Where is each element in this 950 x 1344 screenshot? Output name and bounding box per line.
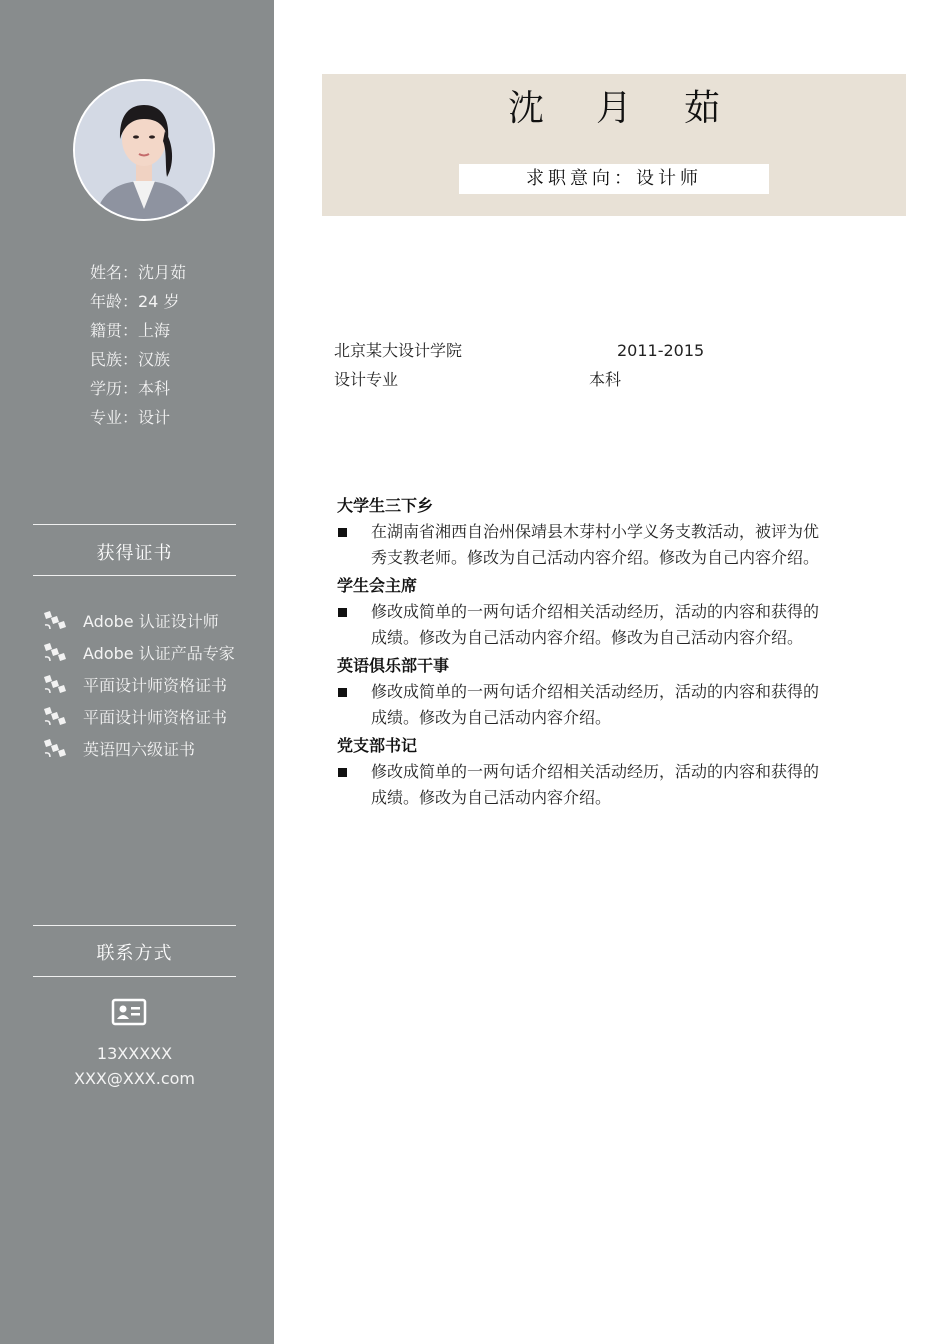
bullet: [338, 608, 347, 617]
cert-label: Adobe 认证设计师: [83, 611, 219, 631]
education-row: [334, 336, 854, 365]
desc-line: 成绩。修改为自己活动内容介绍。修改为自己活动内容介绍。: [371, 628, 804, 647]
phone-text: 13XXXXX: [96, 1044, 173, 1063]
info-major: 专业：设计: [90, 408, 171, 427]
cert-item: [42, 636, 235, 668]
info-name: 姓名：沈月茹: [90, 263, 187, 282]
divider: [33, 925, 236, 926]
info-hometown: 籍贯：上海: [90, 321, 171, 340]
divider: [33, 575, 236, 576]
experience-desc: [337, 519, 867, 571]
cert-item: [42, 732, 235, 764]
satellite-icon: [42, 641, 68, 663]
education-section: [334, 336, 854, 394]
degree: 本科: [589, 370, 622, 389]
cert-item: [42, 700, 235, 732]
desc-line: 修改成简单的一两句话介绍相关活动经历，活动的内容和获得的: [371, 682, 820, 701]
divider: [33, 524, 236, 525]
portrait-photo: [75, 81, 213, 219]
experience-title: 大学生三下乡: [337, 496, 434, 515]
experience-item: [337, 653, 867, 731]
certs-title: 获得证书: [96, 543, 173, 564]
experience-title: 学生会主席: [337, 576, 418, 595]
study-years: 2011-2015: [617, 341, 705, 360]
info-age: 年龄：24 岁: [90, 292, 180, 311]
satellite-icon: [42, 673, 68, 695]
bullet: [338, 528, 347, 537]
cert-item: [42, 604, 235, 636]
experience-desc: [337, 679, 867, 731]
desc-line: 成绩。修改为自己活动内容介绍。: [371, 788, 612, 807]
info-education: 学历：本科: [90, 379, 171, 398]
header-block: [322, 74, 906, 216]
bullet: [338, 688, 347, 697]
desc-line: 在湖南省湘西自治州保靖县木芽村小学义务支教活动，被评为优: [371, 522, 820, 541]
cert-label: Adobe 认证产品专家: [83, 643, 235, 663]
major-name: 设计专业: [334, 370, 399, 389]
divider: [33, 976, 236, 977]
email-text: XXX@XXX.com: [73, 1069, 196, 1088]
desc-line: 修改成简单的一两句话介绍相关活动经历，活动的内容和获得的: [371, 602, 820, 621]
id-card-icon: [111, 998, 147, 1026]
cert-item: [42, 668, 235, 700]
desc-line: 成绩。修改为自己活动内容介绍。: [371, 708, 612, 727]
experience-desc: [337, 759, 867, 811]
satellite-icon: [42, 705, 68, 727]
candidate-name: [322, 80, 906, 131]
experience-desc: [337, 599, 867, 651]
name-char: 茹: [684, 88, 721, 129]
job-intent: 求职意向：设计师: [459, 164, 769, 194]
education-row: [334, 365, 854, 394]
bullet: [338, 768, 347, 777]
cert-label: 平面设计师资格证书: [83, 675, 228, 695]
info-ethnicity: 民族：汉族: [90, 350, 171, 369]
avatar: [73, 79, 215, 221]
certs-list: [42, 604, 235, 764]
satellite-icon: [42, 609, 68, 631]
experience-item: [337, 733, 867, 811]
experience-section: [337, 493, 867, 813]
cert-label: 英语四六级证书: [83, 739, 196, 759]
desc-line: 秀支教老师。修改为自己活动内容介绍。修改为自己内容介绍。: [371, 548, 820, 567]
cert-label: 平面设计师资格证书: [83, 707, 228, 727]
name-char: 沈: [507, 88, 544, 129]
school-name: 北京某大设计学院: [334, 341, 463, 360]
desc-line: 修改成简单的一两句话介绍相关活动经历，活动的内容和获得的: [371, 762, 820, 781]
sidebar: [0, 0, 274, 1344]
contact-title: 联系方式: [96, 943, 173, 964]
name-char: 月: [595, 88, 632, 129]
experience-item: [337, 493, 867, 571]
experience-title: 党支部书记: [337, 736, 418, 755]
experience-item: [337, 573, 867, 651]
satellite-icon: [42, 737, 68, 759]
experience-title: 英语俱乐部干事: [337, 656, 450, 675]
personal-info: [90, 258, 186, 432]
